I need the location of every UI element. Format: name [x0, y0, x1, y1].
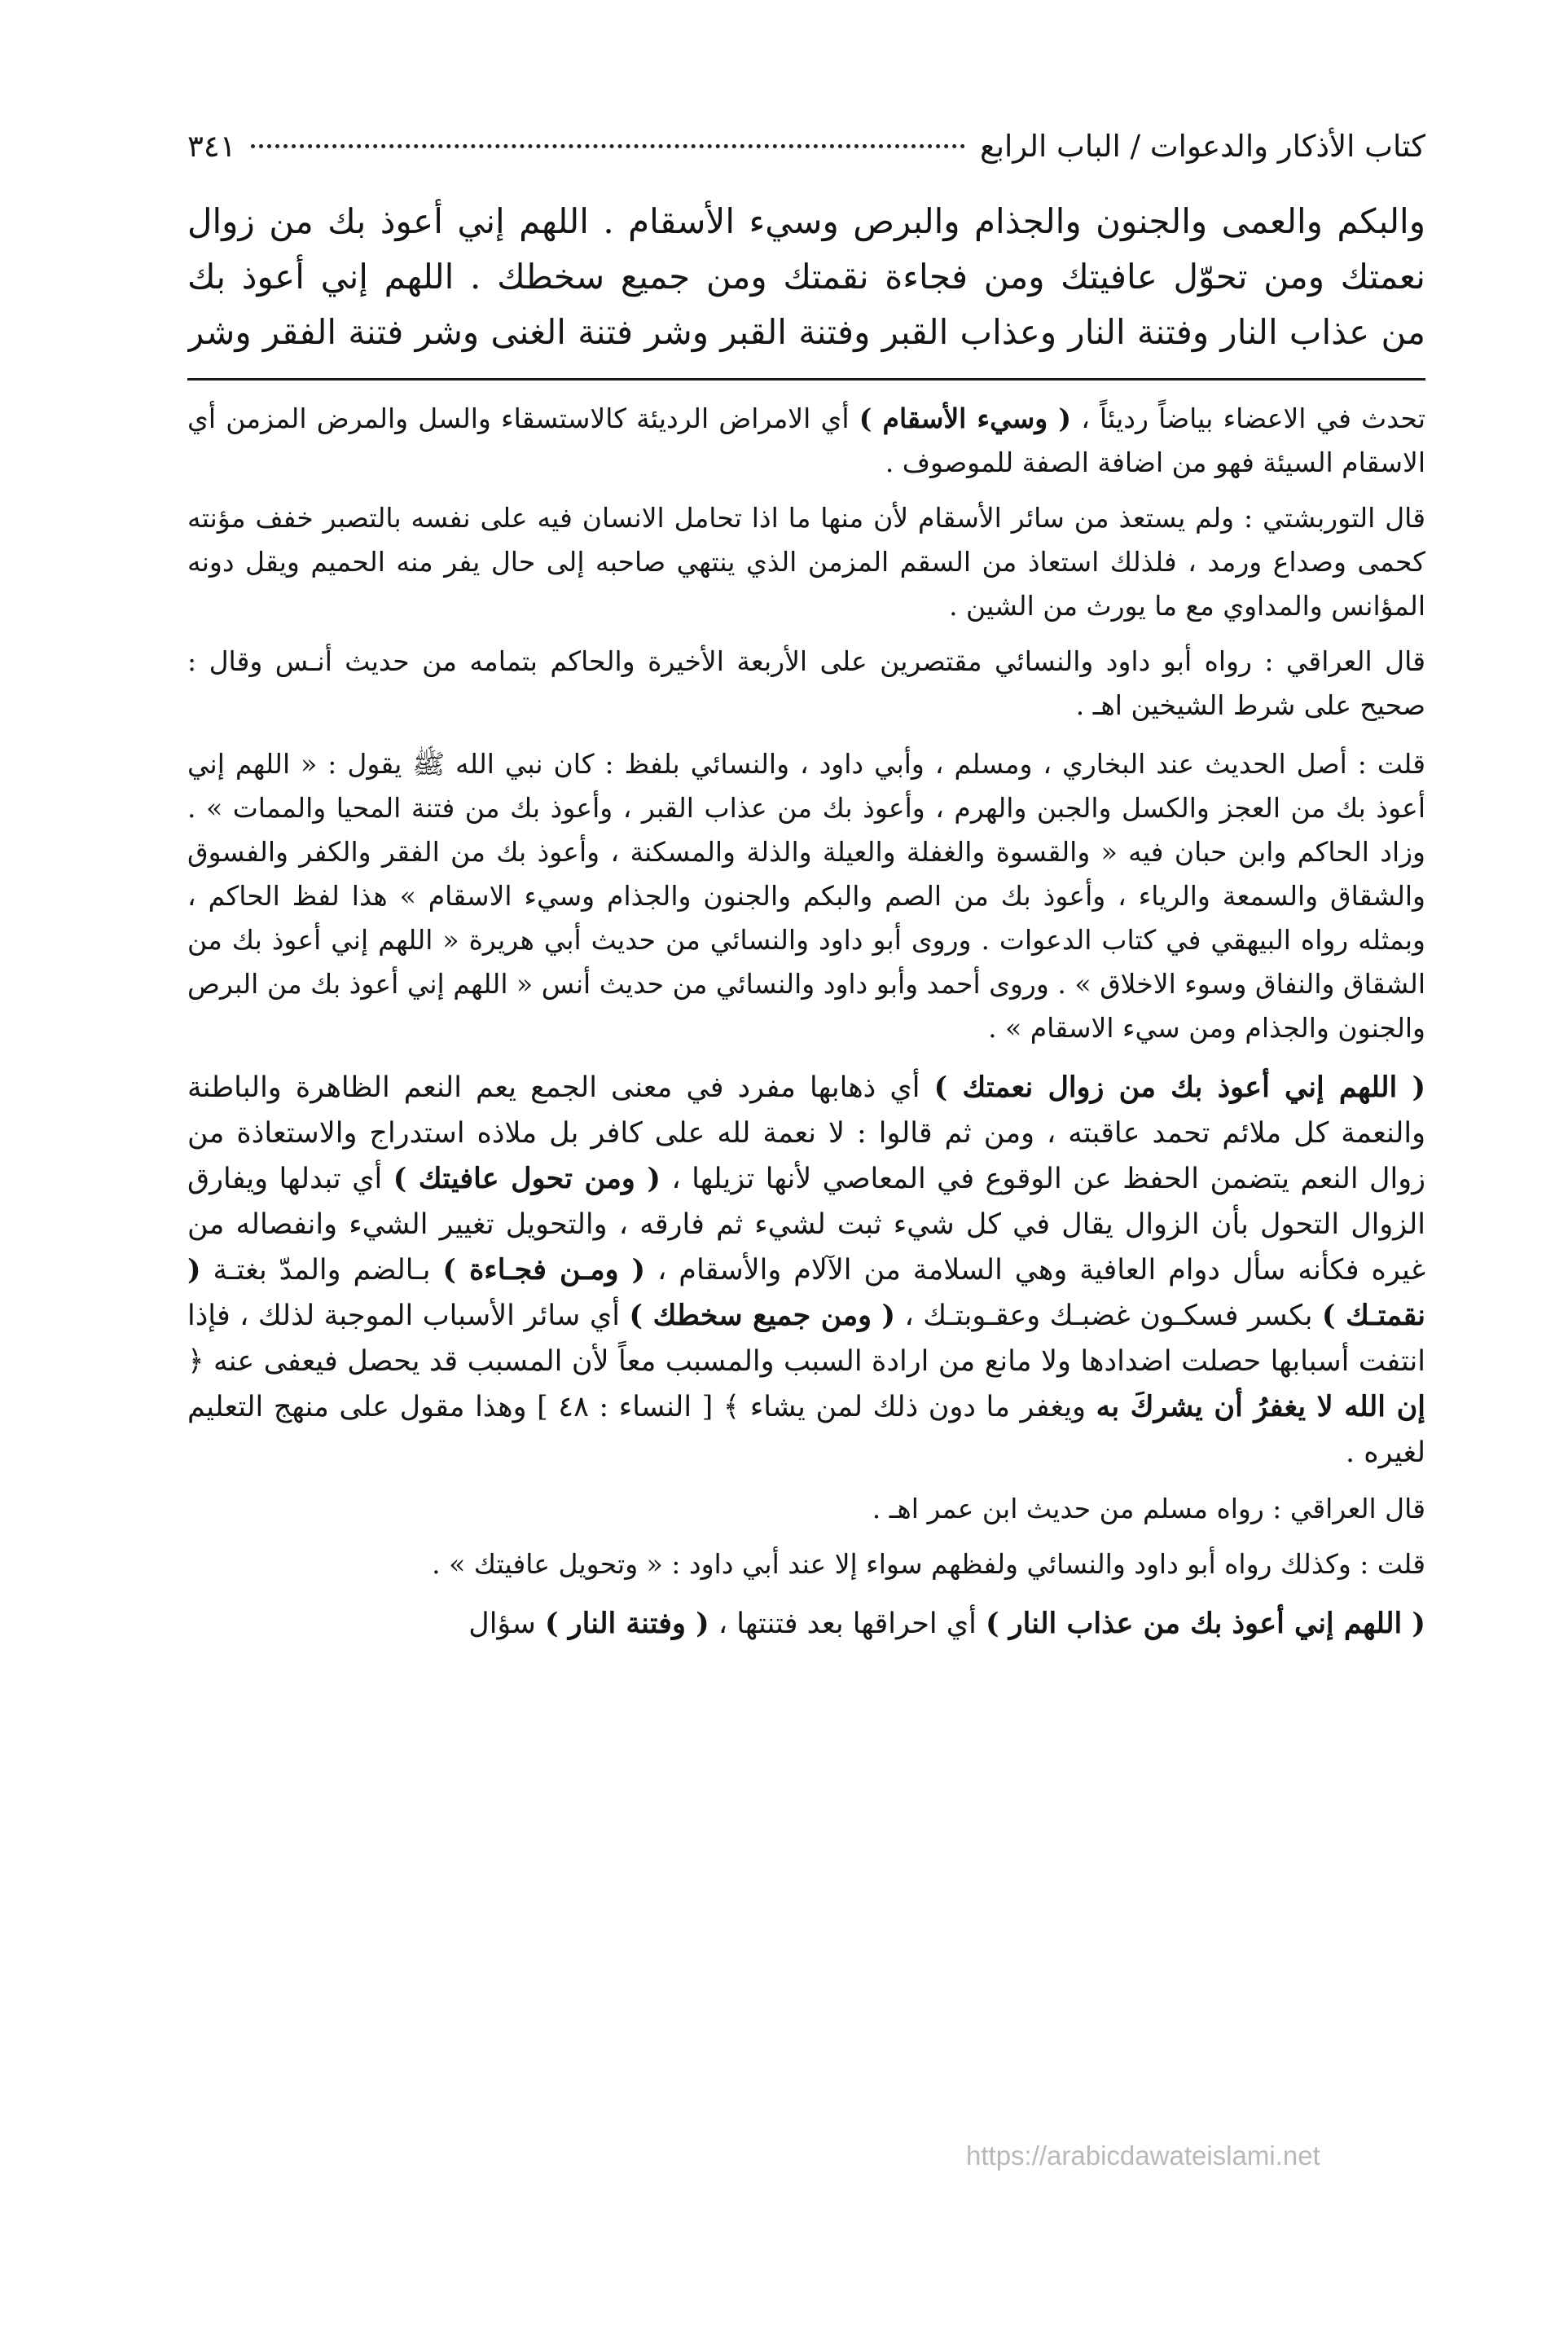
quoted-lemma: ( ومن تحول عافيتك ) [393, 1162, 661, 1195]
commentary-paragraph: قال العراقي : رواه مسلم من حديث ابن عمر اهـ . [872, 1493, 1425, 1524]
commentary-paragraph [187, 1065, 1425, 1476]
quoted-lemma: ( اللهم إني أعوذ بك من عذاب النار ) [986, 1607, 1425, 1640]
running-header [187, 122, 1425, 173]
quoted-lemma: ( اللهم إني أعوذ بك من زوال نعمتك ) [933, 1071, 1426, 1104]
main-text-line: نعمتك ومن تحوّل عافيتك ومن فجاءة نقمتك ومن جميع سخطك . اللهم إني أعوذ بك [187, 257, 1425, 297]
quoted-lemma: ( ومن جميع سخطك ) [629, 1299, 896, 1332]
commentary-text: بـالضم والمدّ بغتـة [200, 1254, 443, 1287]
main-text-line: من عذاب النار وفتنة النار وعذاب القبر وفتنة القبر وشر فتنة الغنى وشر فتنة الفقر وشر [187, 312, 1425, 352]
commentary-text: أي تبدلها ويفارق الزوال التحول بأن الزوال يقال في كل شيء ثبت لشيء ثم فارقه ، والتحويل تغيير الشيء وانفصاله من غيره فكأنه سأل دوام العافية وهي السلامة من الآلام والأسقام ، [187, 1163, 1426, 1287]
commentary-text: بكسر فسكـون غضبـك وعقـوبتـك ، [895, 1300, 1322, 1332]
quran-quote: إن الله لا يغفرُ أن يشركَ به [1096, 1390, 1425, 1423]
commentary-block [187, 397, 1425, 1647]
commentary-paragraph: قلت : أصل الحديث عند البخاري ، ومسلم ، وأبي داود ، والنسائي بلفظ : كان نبي الله ﷺ يقول : « اللهم إني أعوذ بك من العجز والكسل والجبن والهرم ، وأعوذ بك من عذاب القبر ، وأعوذ بك من فتنة المحيا والممات » . وزاد الحاكم وابن حبان فيه « والقسوة والغفلة والعيلة والذلة والمسكنة ، وأعوذ بك من الفقر والكفر والفسوق والشقاق والسمعة والرياء ، وأعوذ بك من الصم والبكم والجنون والجذام وسيء الاسقام » هذا لفظ الحاكم ، وبمثله رواه البيهقي في كتاب الدعوات . وروى أبو داود والنسائي من حديث أبي هريرة « اللهم إني أعوذ بك من الشقاق والنفاق وسوء الاخلاق » . وروى أحمد وأبو داود والنسائي من حديث أنس « اللهم إني أعوذ بك من البرص والجنون والجذام ومن سيء الاسقام » . [187, 748, 1425, 1044]
commentary-text: أي سائر الأسباب الموجبة لذلك ، فإذا انتفت أسبابها حصلت اضدادها ولا مانع من ارادة السبب والمسبب معاً لأن المسبب قد يحصل فيعفى عنه ﴿ [187, 1300, 1425, 1378]
commentary-paragraph: قال التوربشتي : ولم يستعذ من سائر الأسقام لأن منها ما اذا تحامل الانسان فيه على نفسه بالتصبر خفف مؤنته كحمى وصداع ورمد ، فلذلك استعاذ من السقم المزمن الذي ينتهي صاحبه إلى حال يفر منه الحميم ويقل دونه المؤانس والمداوي مع ما يورث من الشين . [187, 502, 1425, 622]
book-page [187, 122, 1425, 1658]
commentary-text: أي ذهابها مفرد في معنى الجمع يعم النعم الظاهرة والباطنة والنعمة كل ملائم تحمد عاقبته ، ومن ثم قالوا : لا نعمة لله على كافر بل ملاذه استدراج والاستعاذة من زوال النعم يتضمن الحفظ عن الوقوع في المعاصي لأنها تزيلها ، [187, 1071, 1425, 1195]
commentary-paragraph: قال العراقي : رواه أبو داود والنسائي مقتصرين على الأربعة الأخيرة والحاكم بتمامه من حديث أنـس وقال : صحيح على شرط الشيخين اهـ . [187, 645, 1425, 721]
running-title: كتاب الأذكار والدعوات / الباب الرابع [980, 129, 1425, 164]
site-watermark: https://arabicdawateislami.net [966, 2140, 1320, 2171]
commentary-text: أي احراقها بعد فتنتها ، [709, 1608, 986, 1640]
quoted-lemma: ( نقمتـك ) [187, 1253, 1425, 1332]
commentary-paragraph: قلت : وكذلك رواه أبو داود والنسائي ولفظهم سواء إلا عند أبي داود : « وتحويل عافيتك » . [432, 1548, 1425, 1580]
header-dot-leader [251, 144, 965, 148]
commentary-text: تحدث في الاعضاء بياضاً رديئاً ، [1070, 402, 1426, 434]
commentary-text: أي الامراض الرديئة كالاستسقاء والسل والمرض المزمن أي الاسقام السيئة فهو من اضافة الصفة للموصوف . [187, 402, 1425, 478]
commentary-text: سؤال [468, 1608, 545, 1640]
main-text-line: والبكم والعمى والجنون والجذام والبرص وسيء الأسقام . اللهم إني أعوذ بك من زوال [187, 201, 1425, 241]
commentary-text: ويغفر ما دون ذلك لمن يشاء ﴾ [ النساء : ٤٨ ] وهذا مقول على منهج التعليم لغيره . [187, 1391, 1425, 1469]
page-number: ٣٤١ [187, 129, 236, 164]
main-text-block [187, 194, 1425, 360]
quoted-lemma: ( ومـن فجـاءة ) [442, 1253, 646, 1287]
commentary-paragraph [187, 397, 1425, 485]
quoted-lemma: ( وفتنة النار ) [544, 1607, 709, 1640]
commentary-paragraph [187, 1601, 1425, 1647]
footnote-separator [187, 378, 1425, 381]
quoted-lemma: ( وسيء الأسقام ) [859, 402, 1071, 434]
